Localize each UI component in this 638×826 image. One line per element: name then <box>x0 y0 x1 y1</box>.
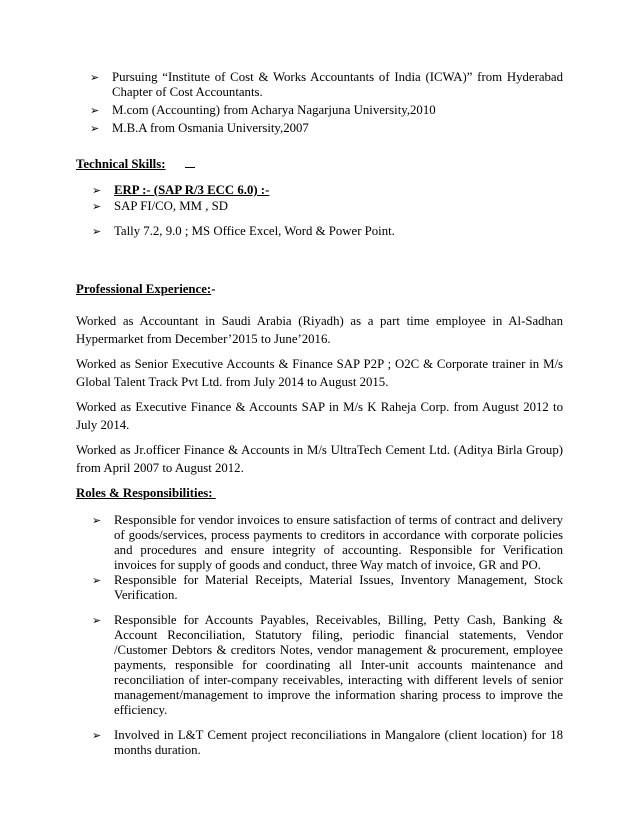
technical-skills-list <box>92 183 554 240</box>
arrow-bullet-icon: ➢ <box>92 729 102 742</box>
arrow-bullet-icon: ➢ <box>92 225 102 238</box>
experience-paragraph: Worked as Jr.officer Finance & Accounts in M/s UltraTech Cement Ltd. (Aditya Birla Group) from April 2007 to August 2012. <box>76 443 563 475</box>
arrow-bullet-icon: ➢ <box>90 122 100 135</box>
education-item: ➢ M.B.A from Osmania University,2007 <box>90 121 309 135</box>
arrow-bullet-icon: ➢ <box>92 200 102 213</box>
arrow-bullet-icon: ➢ <box>92 184 102 197</box>
role-item: ➢ Responsible for Material Receipts, Material Issues, Inventory Management, Stock Verification. <box>92 573 563 602</box>
skill-item-erp: ➢ ERP :- (SAP R/3 ECC 6.0) :- <box>92 183 270 197</box>
education-item: ➢ M.com (Accounting) from Acharya Nagarjuna University,2010 <box>90 103 436 117</box>
role-item: ➢ Responsible for Accounts Payables, Receivables, Billing, Petty Cash, Banking & Account Reconciliation, Statutory filing, periodic financial statements, Vendor /Customer Debtors & creditors Notes, vendor management & procurement, employee payments, responsible for coordinating all Inter-unit accounts maintenance and reconciliation of inter-company receivables, interacting with different levels of senior management/management to improve the information sharing process to improve the efficiency. <box>92 613 563 717</box>
skill-item: ➢ SAP FI/CO, MM , SD <box>92 199 229 213</box>
arrow-bullet-icon: ➢ <box>92 514 102 527</box>
arrow-bullet-icon: ➢ <box>92 574 102 587</box>
role-item: ➢ Responsible for vendor invoices to ensure satisfaction of terms of contract and delivery of goods/services, process payments to creditors in accordance with corporate policies and procedures and ensure integrity of accounting. Responsible for Verification invoices for supply of goods and conduct, three Way match of invoice, GR and PO. <box>92 513 563 572</box>
arrow-bullet-icon: ➢ <box>92 614 102 627</box>
underline-marker <box>185 156 195 168</box>
experience-paragraph: Worked as Executive Finance & Accounts SAP in M/s K Raheja Corp. from August 2012 to July 2014. <box>76 400 563 432</box>
roles-heading: Roles & Responsibilities: <box>76 486 213 500</box>
experience-paragraph: Worked as Senior Executive Accounts & Finance SAP P2P ; O2C & Corporate trainer in M/s Global Talent Track Pvt Ltd. from July 2014 to August 2015. <box>76 357 563 389</box>
arrow-bullet-icon: ➢ <box>90 104 100 117</box>
experience-paragraph: Worked as Accountant in Saudi Arabia (Riyadh) as a part time employee in Al-Sadhan Hypermarket from December’2015 to June’2016. <box>76 314 563 346</box>
roles-list <box>92 513 563 758</box>
technical-skills-heading: Technical Skills: <box>76 156 195 172</box>
education-item: ➢ Pursuing “Institute of Cost & Works Accountants of India (ICWA)” from Hyderabad Chapter of Cost Accountants. <box>90 70 563 99</box>
professional-experience-heading: Professional Experience:- <box>76 282 216 296</box>
skill-item: ➢ Tally 7.2, 9.0 ; MS Office Excel, Word & Power Point. <box>92 224 395 238</box>
education-list <box>90 70 563 139</box>
arrow-bullet-icon: ➢ <box>90 71 100 84</box>
role-item: ➢ Involved in L&T Cement project reconciliations in Mangalore (client location) for 18 months duration. <box>92 728 563 757</box>
